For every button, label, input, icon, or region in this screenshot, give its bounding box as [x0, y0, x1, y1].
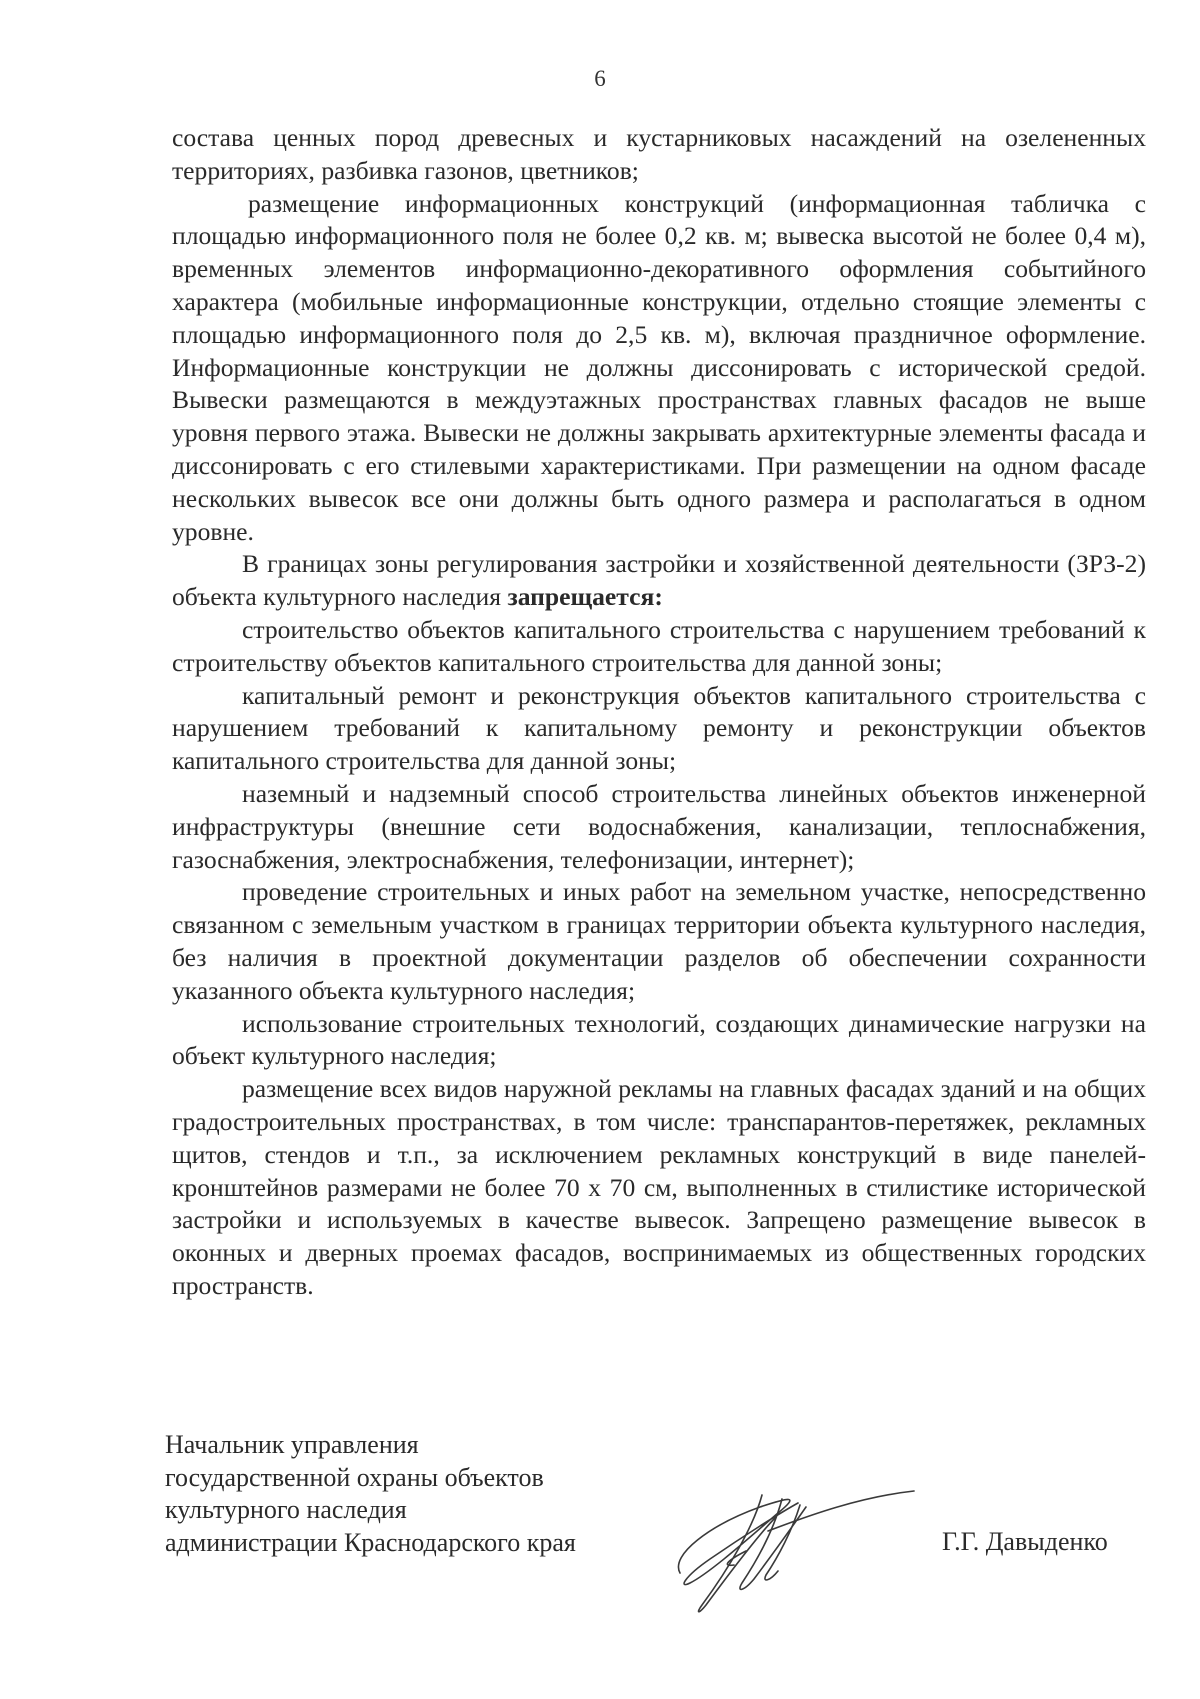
document-body — [172, 122, 1146, 1303]
paragraph-construction: строительство объектов капитального строительства с нарушением требований к строительству объектов капитального строительства для данной зоны; — [172, 614, 1146, 677]
zone-intro-text: В границах зоны регулирования застройки и хозяйственной деятельности (ЗРЗ-2) объекта культурного наследия — [172, 549, 1146, 612]
paragraph-works: проведение строительных и иных работ на земельном участке, непосредственно связанном с земельным участком в границах территории объекта культурного наследия, без наличия в проектной документации разделов об обеспечении сохранности указанного объекта культурного наследия; — [172, 877, 1146, 1005]
paragraph-linear-objects: наземный и надземный способ строительства линейных объектов инженерной инфраструктуры (внешние сети водоснабжения, канализации, теплоснабжения, газоснабжения, электроснабжения, телефонизации, интернет); — [172, 778, 1146, 874]
paragraph-continuation: состава ценных пород древесных и кустарниковых насаждений на озелененных территориях, разбивка газонов, цветников; — [172, 123, 1146, 185]
paragraph-advertising: размещение всех видов наружной рекламы на главных фасадах зданий и на общих градостроительных пространствах, в том числе: транспарантов-перетяжек, рекламных щитов, стендов и т.п., за исключением рекламных конструкций в виде панелей-кронштейнов размерами не более 70 х 70 см, выполненных в стилистике исторической застройки и используемых в качестве вывесок. Запрещено размещение вывесок в оконных и дверных проемах фасадов, воспринимаемых из общественных городских пространств. — [172, 1074, 1146, 1300]
page-number: 6 — [594, 66, 606, 91]
signatory-title-line: администрации Краснодарского края — [165, 1527, 576, 1557]
handwritten-signature — [650, 1455, 920, 1625]
signatory-title-line: культурного наследия — [165, 1495, 407, 1524]
paragraph-info-structures: размещение информационных конструкций (информационная табличка с площадью информационного поля не более 0,2 кв. м; вывеска высотой не более 0,4 м), временных элементов информационно-декоративного оформления событийного характера (мобильные информационные конструкции, отдельно стоящие элементы с площадью информационного поля до 2,5 кв. м), включая праздничное оформление. Информационные конструкции не должны диссонировать с исторической средой. Вывески размещаются в междуэтажных пространствах главных фасадов не выше уровня первого этажа. Вывески не должны закрывать архитектурные элементы фасада и диссонировать с его стилевыми характеристиками. При размещении на одном фасаде нескольких вывесок все они должны быть одного размера и располагаться в одном уровне. — [172, 188, 1146, 546]
signatory-name: Г.Г. Давыденко — [942, 1527, 1108, 1556]
signatory-title — [165, 1429, 576, 1559]
zone-intro-prohibited: запрещается: — [507, 582, 663, 612]
signatory-title-line: государственной охраны объектов — [165, 1462, 544, 1492]
signatory-title-line: Начальник управления — [165, 1430, 419, 1459]
paragraph-technologies: использование строительных технологий, создающих динамические нагрузки на объект культурного наследия; — [172, 1008, 1146, 1071]
paragraph-zone-intro — [172, 548, 1146, 614]
paragraph-repair: капитальный ремонт и реконструкция объектов капитального строительства с нарушением требований к капитальному ремонту и реконструкции объектов капитального строительства для данной зоны; — [172, 680, 1146, 776]
